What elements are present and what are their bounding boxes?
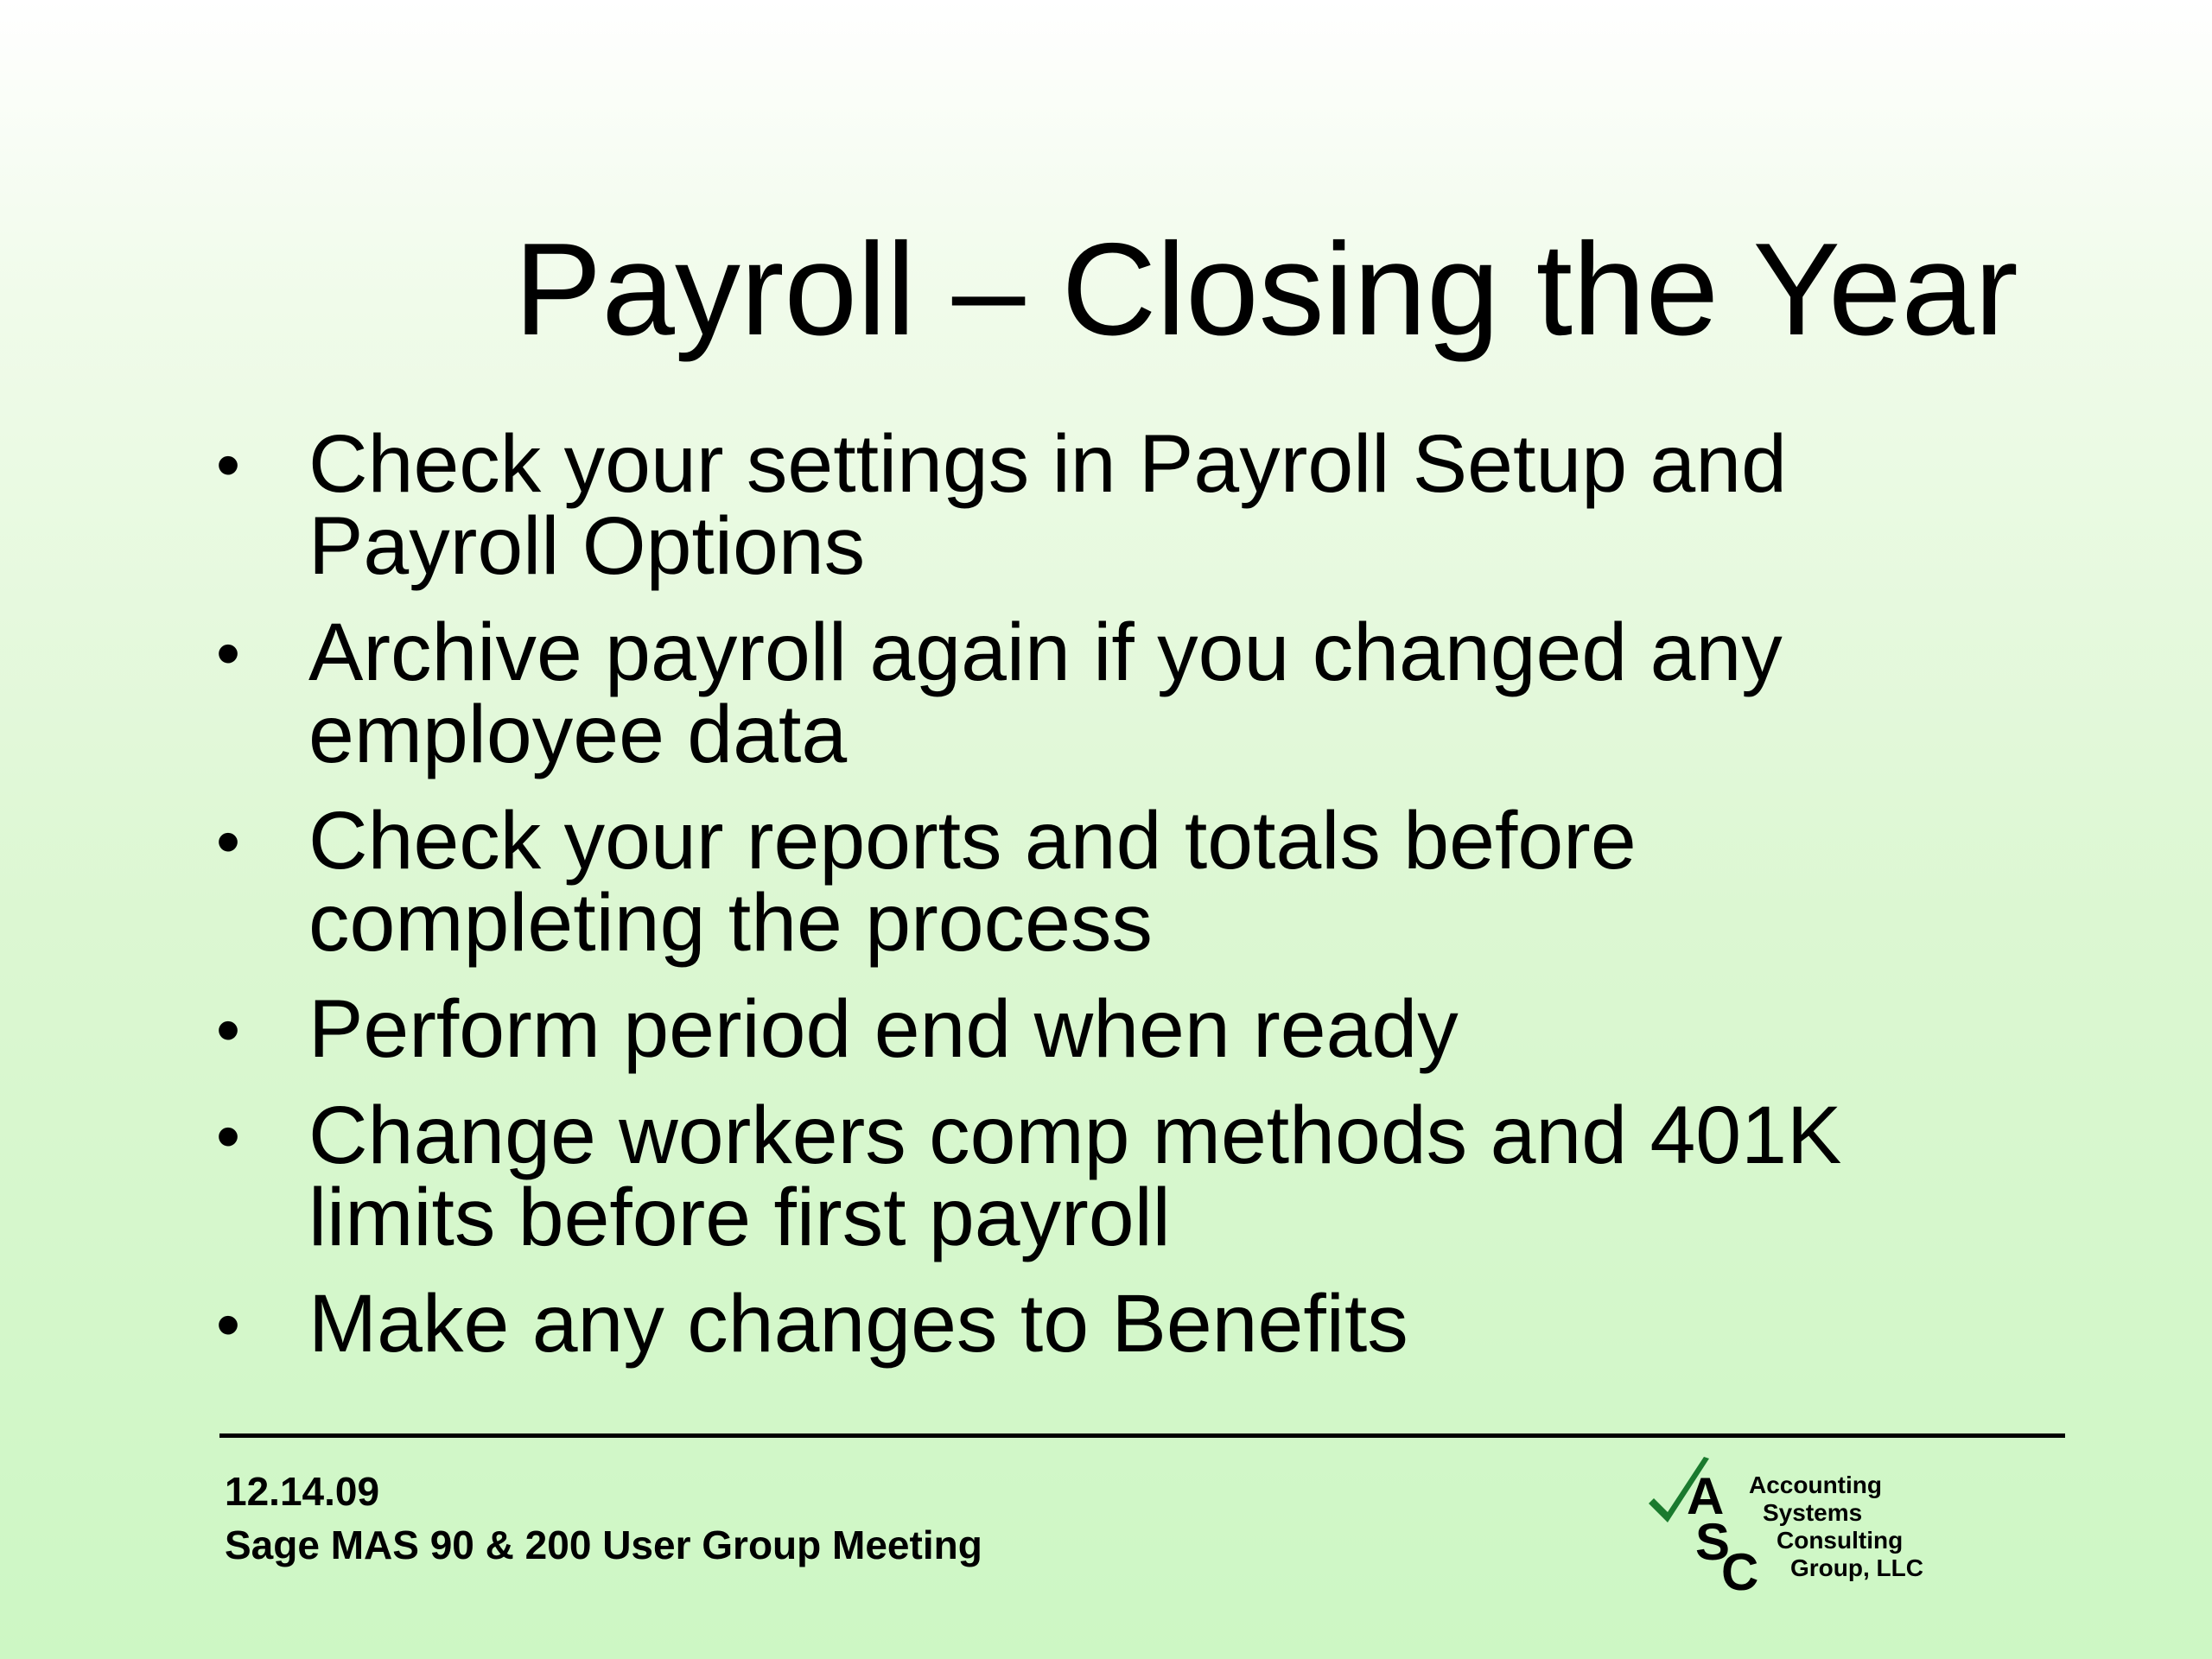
bullet-item <box>216 1090 2117 1263</box>
bullet-icon: • <box>216 1097 241 1174</box>
bullet-icon: • <box>216 426 241 503</box>
bullet-icon: • <box>216 803 241 880</box>
logo-letter-s: S <box>1695 1513 1731 1571</box>
company-logo <box>1642 1452 1936 1607</box>
bullet-text-line: Perform period end when ready <box>308 983 1459 1075</box>
bullet-item <box>216 607 2117 780</box>
bullet-list <box>216 418 2117 1389</box>
bullet-text-line: completing the process <box>308 877 1153 969</box>
bullet-item <box>216 795 2117 969</box>
slide-title: Payroll – Closing the Year <box>514 216 2018 363</box>
footer-meeting-title: Sage MAS 90 & 200 User Group Meeting <box>225 1522 982 1567</box>
bullet-icon: • <box>216 614 241 691</box>
footer-date: 12.14.09 <box>225 1469 380 1514</box>
logo-text-line: Group, LLC <box>1790 1554 1923 1581</box>
logo-letter-c: C <box>1721 1543 1759 1601</box>
bullet-item <box>216 418 2117 592</box>
bullet-text-line: Archive payroll again if you changed any <box>308 607 1783 698</box>
bullet-item <box>216 983 2117 1075</box>
bullet-text-line: Payroll Options <box>308 500 866 592</box>
bullet-icon: • <box>216 1286 241 1363</box>
bullet-text-line: Check your reports and totals before <box>308 795 1637 887</box>
logo-text-line: Consulting <box>1777 1527 1904 1554</box>
logo-letter-a: A <box>1687 1467 1725 1525</box>
bullet-icon: • <box>216 991 241 1068</box>
bullet-text-line: Change workers comp methods and 401K <box>308 1090 1842 1181</box>
bullet-item <box>216 1278 2117 1370</box>
footer-divider <box>219 1433 2065 1438</box>
bullet-text-line: employee data <box>308 689 848 780</box>
bullet-text-line: Make any changes to Benefits <box>308 1278 1408 1370</box>
bullet-text-line: Check your settings in Payroll Setup and <box>308 418 1787 510</box>
logo-text-line: Systems <box>1763 1499 1863 1526</box>
logo-text-line: Accounting <box>1749 1471 1882 1498</box>
bullet-text-line: limits before first payroll <box>308 1172 1171 1263</box>
